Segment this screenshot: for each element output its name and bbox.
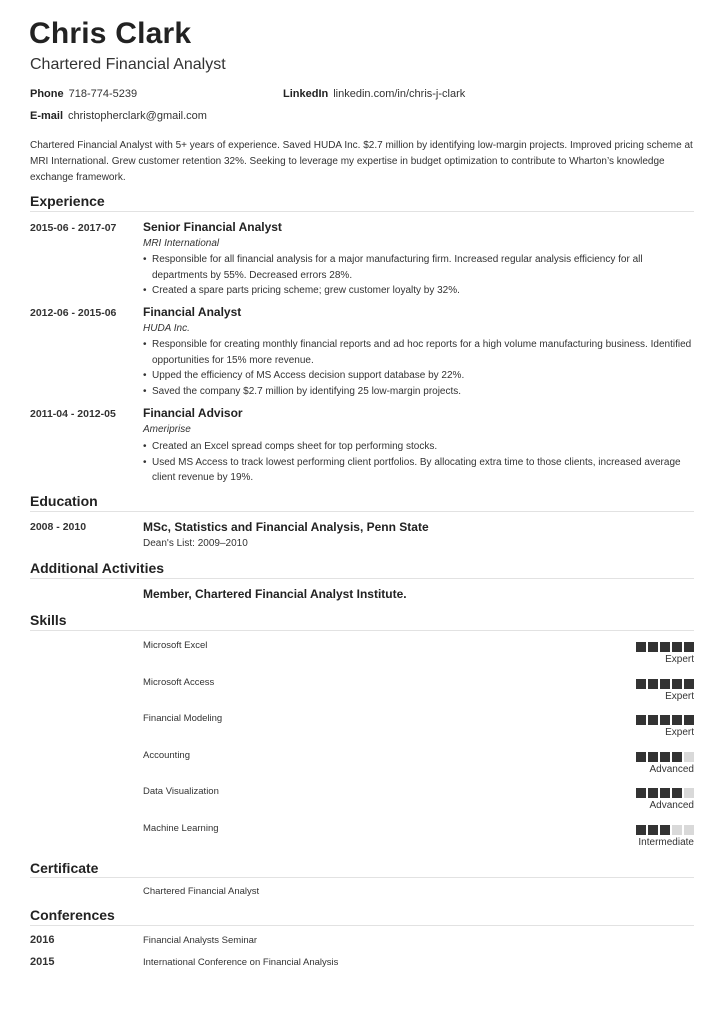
skill-rating-bar <box>636 679 694 689</box>
job-bullet: • Created an Excel spread comps sheet for top performing stocks. <box>143 439 695 455</box>
contact-linkedin <box>283 88 465 100</box>
education-dates: 2008 - 2010 <box>30 521 87 533</box>
conference-year: 2016 <box>30 934 55 946</box>
contact-email <box>30 110 207 122</box>
skill-rating-filled <box>672 715 682 725</box>
skill-rating-empty <box>684 752 694 762</box>
skill-rating-filled <box>648 825 658 835</box>
job-bullet: • Used MS Access to track lowest performing client portfolios. By allocating extra time to those clients, increased average client revenue by 19%. <box>143 455 695 486</box>
section-title-experience: Experience <box>30 193 105 209</box>
skill-rating-filled <box>636 752 646 762</box>
skill-rating-filled <box>660 679 670 689</box>
skill-rating-bar <box>636 642 694 652</box>
skill-rating-filled <box>648 715 658 725</box>
job-bullets <box>143 439 695 486</box>
skill-rating-filled <box>648 788 658 798</box>
skill-rating-filled <box>672 642 682 652</box>
job-dates: 2012-06 - 2015-06 <box>30 307 117 319</box>
job-dates: 2015-06 - 2017-07 <box>30 222 117 234</box>
skill-rating-filled <box>672 679 682 689</box>
skill-rating-filled <box>672 752 682 762</box>
skill-rating-filled <box>660 825 670 835</box>
skill-rating-filled <box>636 642 646 652</box>
education-degree: MSc, Statistics and Financial Analysis, Penn State <box>143 520 429 534</box>
skill-level: Advanced <box>649 800 694 812</box>
skill-rating-bar <box>636 715 694 725</box>
section-title-activities: Additional Activities <box>30 560 165 576</box>
skill-rating-filled <box>648 679 658 689</box>
candidate-name: Chris Clark <box>29 17 192 50</box>
profile-summary: Chartered Financial Analyst with 5+ years of experience. Saved HUDA Inc. $2.7 million by identifying low-margin projects. Improved pricing scheme at MRI International. Grew customer retention 32%. Seeking to leverage my expertise in budget optimization to contribute to Wharton’s knowledge exchange framework. <box>30 140 693 183</box>
skill-name: Financial Modeling <box>143 713 223 725</box>
contact-phone <box>30 88 137 100</box>
skill-level: Expert <box>665 654 694 665</box>
skill-rating-filled <box>636 825 646 835</box>
skill-rating-filled <box>660 642 670 652</box>
section-divider <box>30 511 694 512</box>
job-bullets <box>143 252 695 299</box>
skill-level: Expert <box>665 727 694 739</box>
job-bullet: • Created a spare parts pricing scheme; grew customer loyalty by 32%. <box>143 283 695 299</box>
skill-rating-empty <box>672 825 682 835</box>
section-divider <box>30 211 694 212</box>
skill-rating-filled <box>684 715 694 725</box>
skill-rating-filled <box>648 752 658 762</box>
skill-rating-filled <box>660 788 670 798</box>
conference-name: Financial Analysts Seminar <box>143 935 258 946</box>
section-title-skills: Skills <box>30 612 67 628</box>
job-role: Financial Analyst <box>143 305 242 319</box>
section-divider <box>30 877 694 878</box>
skill-name: Data Visualization <box>143 786 219 798</box>
section-divider <box>30 578 694 579</box>
skill-rating-bar <box>636 825 694 835</box>
skill-rating-filled <box>636 788 646 798</box>
education-note: Dean's List: 2009–2010 <box>143 538 248 549</box>
skill-rating-filled <box>660 752 670 762</box>
job-dates: 2011-04 - 2012-05 <box>30 408 116 420</box>
skill-level: Intermediate <box>638 837 694 848</box>
skill-level: Advanced <box>649 763 694 775</box>
job-bullet: • Upped the efficiency of MS Access decision support database by 22%. <box>143 368 695 384</box>
skill-rating-filled <box>684 679 694 689</box>
skill-name: Machine Learning <box>143 823 219 834</box>
phone-value: 718-774-5239 <box>68 88 138 100</box>
email-label: E-mail <box>30 110 64 122</box>
job-company: MRI International <box>143 238 220 249</box>
job-bullet: • Responsible for all financial analysis for a major manufacturing firm. Increased regular analysis efficiency for all departments by 55%. Decreased errors 28%. <box>143 252 695 283</box>
linkedin-value[interactable]: linkedin.com/in/chris-j-clark <box>333 88 466 100</box>
job-role: Financial Advisor <box>143 406 243 420</box>
certificate-item: Chartered Financial Analyst <box>143 886 260 897</box>
job-company: Ameriprise <box>143 424 191 435</box>
skill-rating-bar <box>636 752 694 762</box>
candidate-title: Chartered Financial Analyst <box>30 56 226 73</box>
job-bullet: • Responsible for creating monthly financial reports and ad hoc reports for a high volume manufacturing business. Identified opportunities for 15% more revenue. <box>143 337 695 368</box>
skill-name: Microsoft Excel <box>143 640 208 651</box>
skill-level: Expert <box>665 690 694 702</box>
linkedin-label: LinkedIn <box>283 88 329 100</box>
skill-rating-empty <box>684 788 694 798</box>
skill-rating-filled <box>660 715 670 725</box>
section-title-conferences: Conferences <box>30 907 115 923</box>
skill-rating-bar <box>636 788 694 798</box>
conference-name: International Conference on Financial Analysis <box>143 957 339 968</box>
skill-rating-filled <box>684 642 694 652</box>
section-title-certificate: Certificate <box>30 860 99 876</box>
skill-rating-filled <box>648 642 658 652</box>
job-bullet: • Saved the company $2.7 million by identifying 25 low-margin projects. <box>143 384 695 400</box>
skill-rating-filled <box>636 679 646 689</box>
job-bullets <box>143 337 695 399</box>
skill-name: Accounting <box>143 749 191 761</box>
section-title-education: Education <box>30 493 98 509</box>
skill-rating-filled <box>636 715 646 725</box>
job-role: Senior Financial Analyst <box>143 220 282 234</box>
skill-rating-empty <box>684 825 694 835</box>
activity-item: Member, Chartered Financial Analyst Institute. <box>143 587 407 601</box>
skill-name: Microsoft Access <box>143 676 215 688</box>
section-divider <box>30 925 694 926</box>
phone-label: Phone <box>30 88 64 100</box>
job-company: HUDA Inc. <box>143 323 190 334</box>
skill-rating-filled <box>672 788 682 798</box>
email-value[interactable]: christopherclark@gmail.com <box>68 110 207 122</box>
conference-year: 2015 <box>30 956 55 968</box>
section-divider <box>30 630 694 631</box>
